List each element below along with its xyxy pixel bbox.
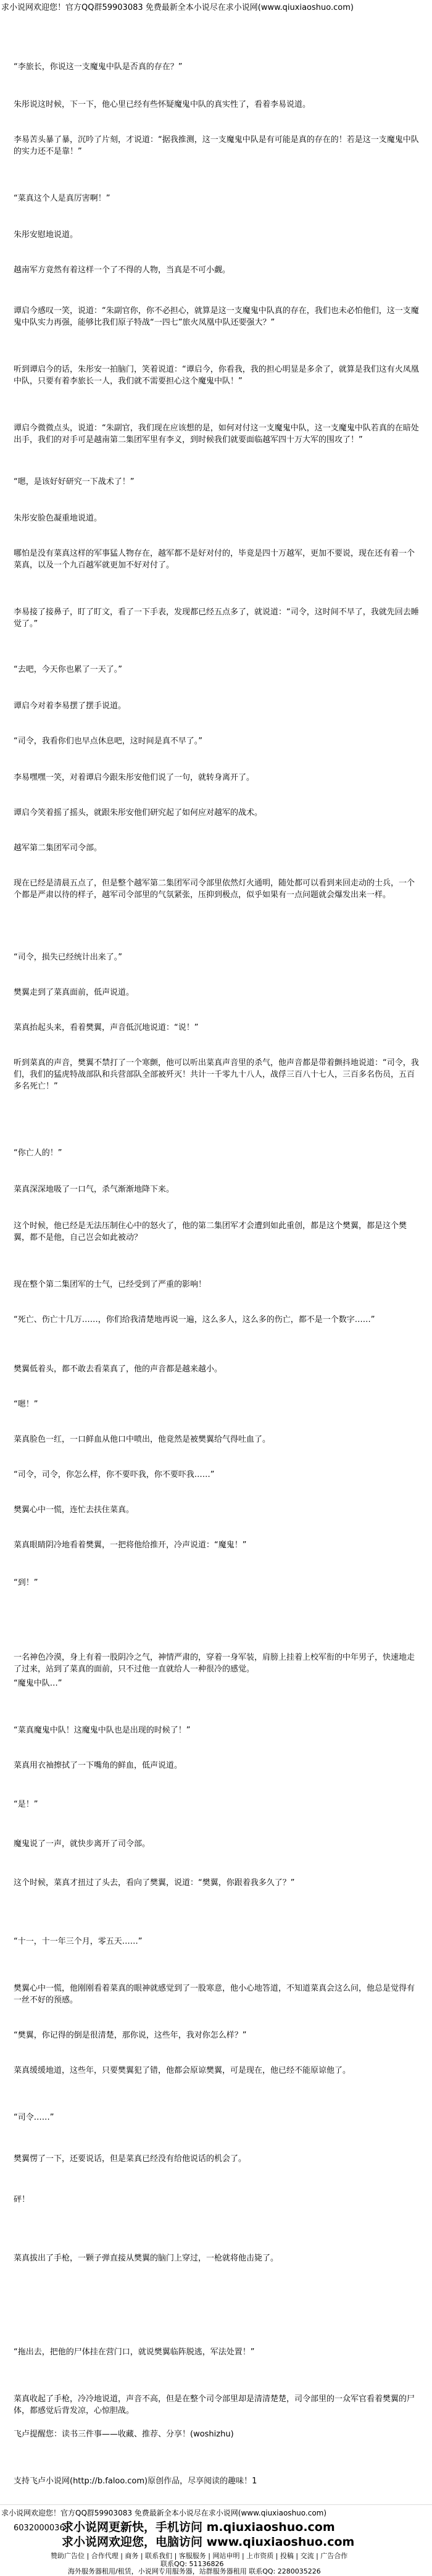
paragraph: 谭启今对着李易摆了摆手说道。 [14, 701, 127, 711]
footer-banner: 求小说网欢迎您！官方QQ群59903083 免费最新全本小说尽在求小说网(www.qiuxiaoshuo.com) [1, 2509, 327, 2517]
paragraph: 谭启今微微点头，说道：“朱副官，我们现在应该想的是，如何对付这一支魔鬼中队，这一支魔鬼中队若真的在暗处出手，我们的对手可是越南第二集团军里有李义，到时候我们就要面临越军四十万大军的围攻了！” [14, 424, 419, 445]
paragraph: 菜真脸色一红，一口鲜血从他口中喷出，他竟然是被樊翼给气得吐血了。 [14, 1435, 271, 1444]
paragraph: “去吧，今天你也累了一天了。” [14, 665, 122, 674]
paragraph: “司令……” [14, 2113, 54, 2122]
paragraph: 樊翼心中一慌，他刚刚看着菜真的眼神就感觉到了一股寒意，他小心地答道，不知道菜真会这么问，他总是觉得有一丝不好的预感。 [14, 1984, 415, 2005]
paragraph: 樊翼走到了菜真面前，低声说道。 [14, 988, 135, 997]
paragraph: 李易接了接鼻子，盯了盯文，看了一下手表，发现都已经五点多了，就说道：“司令，这时间不早了，我就先回去睡觉了。” [14, 608, 419, 629]
footer-slogan-mobile[interactable]: 求小说网更新快，手机访问 m.qiuxiaoshuo.com [62, 2520, 335, 2534]
paragraph: 菜真收起了手枪，冷冷地说道，声音不高，但是在整个司令部里却是清清楚楚，司令部里的一众军官看着樊翼的尸体，都感觉后背发凉，心惊胆战。 [14, 2394, 415, 2415]
footer-contact-qq: 联系QQ: 51136826 [160, 2560, 224, 2568]
paragraph: 菜真用衣袖擦拭了一下嘴角的鲜血，低声说道。 [14, 1761, 183, 1770]
footer-slogan-desktop[interactable]: 求小说网欢迎您，电脑访问 www.qiuxiaoshuo.com [62, 2535, 355, 2549]
paragraph: 菜真拔出了手枪，一颗子弹直接从樊翼的脑门上穿过，一枪就将他击毙了。 [14, 2254, 279, 2263]
paragraph: 一名神色冷漠，身上有着一股阴冷之气，神情严肃的，穿着一身军装，肩膀上挂着上校军衔的中年男子，快速地走了过来，站到了菜真的面前，只不过他一直就给人一种很冷的感觉。 [14, 1653, 415, 1674]
paragraph: “樊翼，你记得的倒是很清楚，那你说，这些年，我对你怎么样？” [14, 2031, 247, 2040]
paragraph: 谭启今感叹一笑，说道：“朱副官你，你不必担心，就算是这一支魔鬼中队真的存在，我们也未必怕他们，这一支魔鬼中队实力再强，能够比我们原子特战“一四七”旅火凤凰中队还要强大？” [14, 306, 419, 327]
footer-divider [0, 2504, 432, 2505]
footer-links[interactable]: 赞助广告位 | 合作代理 | 商务 | 联系我们 | 客服服务 | 网站申明 | 上市资质 | 投稿 | 交流 | 广告合作 [51, 2552, 348, 2560]
paragraph: “嗯，是该好好研究一下战术了！” [14, 477, 135, 487]
paragraph: 朱彤说这时候，下一下，他心里已经有些怀疑魔鬼中队的真实性了，看着李易说道。 [14, 100, 311, 109]
paragraph: 听到谭启今的话，朱彤安一拍脑门，笑着说道：“谭启今，你看我，我的担心明显是多余了，就算是我们这有火凤凰中队，只要有着李旅长一人，我们就不需要担心这个魔鬼中队！” [14, 365, 419, 386]
top-banner: 求小说网欢迎您！官方QQ群59903083 免费最新全本小说尽在求小说网(www.qiuxiaoshuo.com) [1, 3, 354, 12]
paragraph: 飞卢提醒您：读书三件事——收藏、推荐、分享！(woshizhu) [14, 2430, 234, 2439]
paragraph: “是！” [14, 1800, 38, 1809]
paragraph: 朱彤安慰地说道。 [14, 230, 78, 240]
paragraph: “到！” [14, 1578, 38, 1587]
paragraph: 现在整个第二集团军的士气，已经受到了严重的影响！ [14, 1280, 207, 1289]
paragraph: “菜真魔鬼中队！这魔鬼中队也是出现的时候了！” [14, 1726, 191, 1735]
paragraph: 樊翼心中一慌，连忙去扶住菜真。 [14, 1505, 135, 1515]
paragraph: 朱彤安脸色凝重地说道。 [14, 514, 102, 523]
paragraph: 菜真深深地吸了一口气，杀气渐渐地降下来。 [14, 1185, 175, 1194]
paragraph: “司令，我看你们也早点休息吧，这时间是真不早了。” [14, 737, 202, 746]
paragraph: 现在已经是清晨五点了，但是整个越军第二集团军司令部里依然灯火通明，随处都可以看到来回走动的士兵，一个个都是严肃以待的样子，越军司令部里的气氛紧张，压抑到极点，似乎如果有一点问题就会爆发出来一样。 [14, 879, 415, 900]
paragraph: 樊翼愣了一下，还要说话，但是菜真已经没有给他说话的机会了。 [14, 2154, 247, 2164]
footer-server-ad: 海外服务器租用/租赁，小说网专用服务器，站群服务器租用 联系QQ: 2280035226 [68, 2567, 321, 2575]
paragraph: 樊翼低着头，都不敢去看菜真了，他的声音都是越来越小。 [14, 1365, 223, 1374]
paragraph: “司令，司令，你怎么样，你不要吓我，你不要吓我……” [14, 1470, 215, 1479]
paragraph: “李旅长，你说这一支魔鬼中队是否真的存在？” [14, 62, 183, 72]
paragraph: 这个时候，他已经是无法压制住心中的怒火了，他的第二集团军才会遭到如此重创，都是这个樊翼，都是这个樊翼，都不是他，自己岂会如此被动？ [14, 1221, 407, 1242]
paragraph: “死亡、伤亡十几万……，你们给我清楚地再说一遍，这么多人，这么多的伤亡，都不是一个数字……” [14, 1315, 375, 1324]
paragraph: “魔鬼中队…” [14, 1679, 62, 1688]
paragraph: 菜真抬起头来，看着樊翼，声音低沉地说道：“说！” [14, 1023, 199, 1032]
paragraph: 砰！ [14, 2195, 30, 2204]
paragraph: 谭启今笑着摇了摇头，就跟朱彤安他们研究起了如何应对越军的战术。 [14, 808, 263, 818]
paragraph: “嗯！” [14, 1400, 38, 1409]
paragraph: “十一，十一年三个月，零五天……” [14, 1937, 143, 1946]
paragraph: 听到菜真的声音，樊翼不禁打了一个寒颤，他可以听出菜真声音里的杀气，他声音都是带着颤抖地说道：“司令，我们，我们的猛虎特战部队和兵营部队全部被歼灭！共计一千零九十八人，战俘三百八十七人，三百多名伤员，五百多名死亡！” [14, 1058, 419, 1091]
paragraph: 哪怕是没有菜真这样的军事猛人物存在，越军都不是好对付的，毕竟是四十万越军，更加不要说，现在还有着一个菜真，以及一个九百越军就更加不好对付了。 [14, 549, 415, 570]
paragraph: 越南军方竟然有着这样一个了不得的人物，当真是不可小觑。 [14, 266, 231, 275]
paragraph: “司令，损失已经统计出来了。” [14, 953, 122, 962]
paragraph: “你亡人的！” [14, 1148, 62, 1158]
paragraph: 菜真眼睛阴冷地看着樊翼，一把将他给推开，冷声说道：“魔鬼！” [14, 1541, 247, 1550]
paragraph: 李易嘿嘿一笑，对着谭启今跟朱彤安他们说了一句，就转身离开了。 [14, 773, 255, 782]
paragraph: 李易苦头暴了暴，沉吟了片刻，才说道：“据我推测，这一支魔鬼中队是有可能是真的存在的！若是这一支魔鬼中队的实力还不是靠！” [14, 135, 419, 156]
paragraph: “菜真这个人是真厉害啊！” [14, 194, 110, 203]
paragraph: 菜真缓缓地道，这些年，只要樊翼犯了错，他都会原谅樊翼，可是现在，他已经不能原谅他了。 [14, 2066, 351, 2075]
paragraph: “拖出去，把他的尸体挂在营门口，就说樊翼临阵脱逃，军法处置！” [14, 2348, 255, 2357]
paragraph: 6032000036 [14, 2524, 65, 2533]
paragraph: 支持飞卢小说网(http://b.faloo.com)原创作品，尽享阅读的趣味！1 [14, 2477, 257, 2486]
paragraph: 魔鬼说了一声，就快步离开了司令部。 [14, 1839, 151, 1849]
paragraph: 越军第二集团军司令部。 [14, 843, 102, 853]
paragraph: 这个时候，菜真才扭过了头去，看向了樊翼，说道：“樊翼，你跟着我多久了？” [14, 1878, 295, 1888]
